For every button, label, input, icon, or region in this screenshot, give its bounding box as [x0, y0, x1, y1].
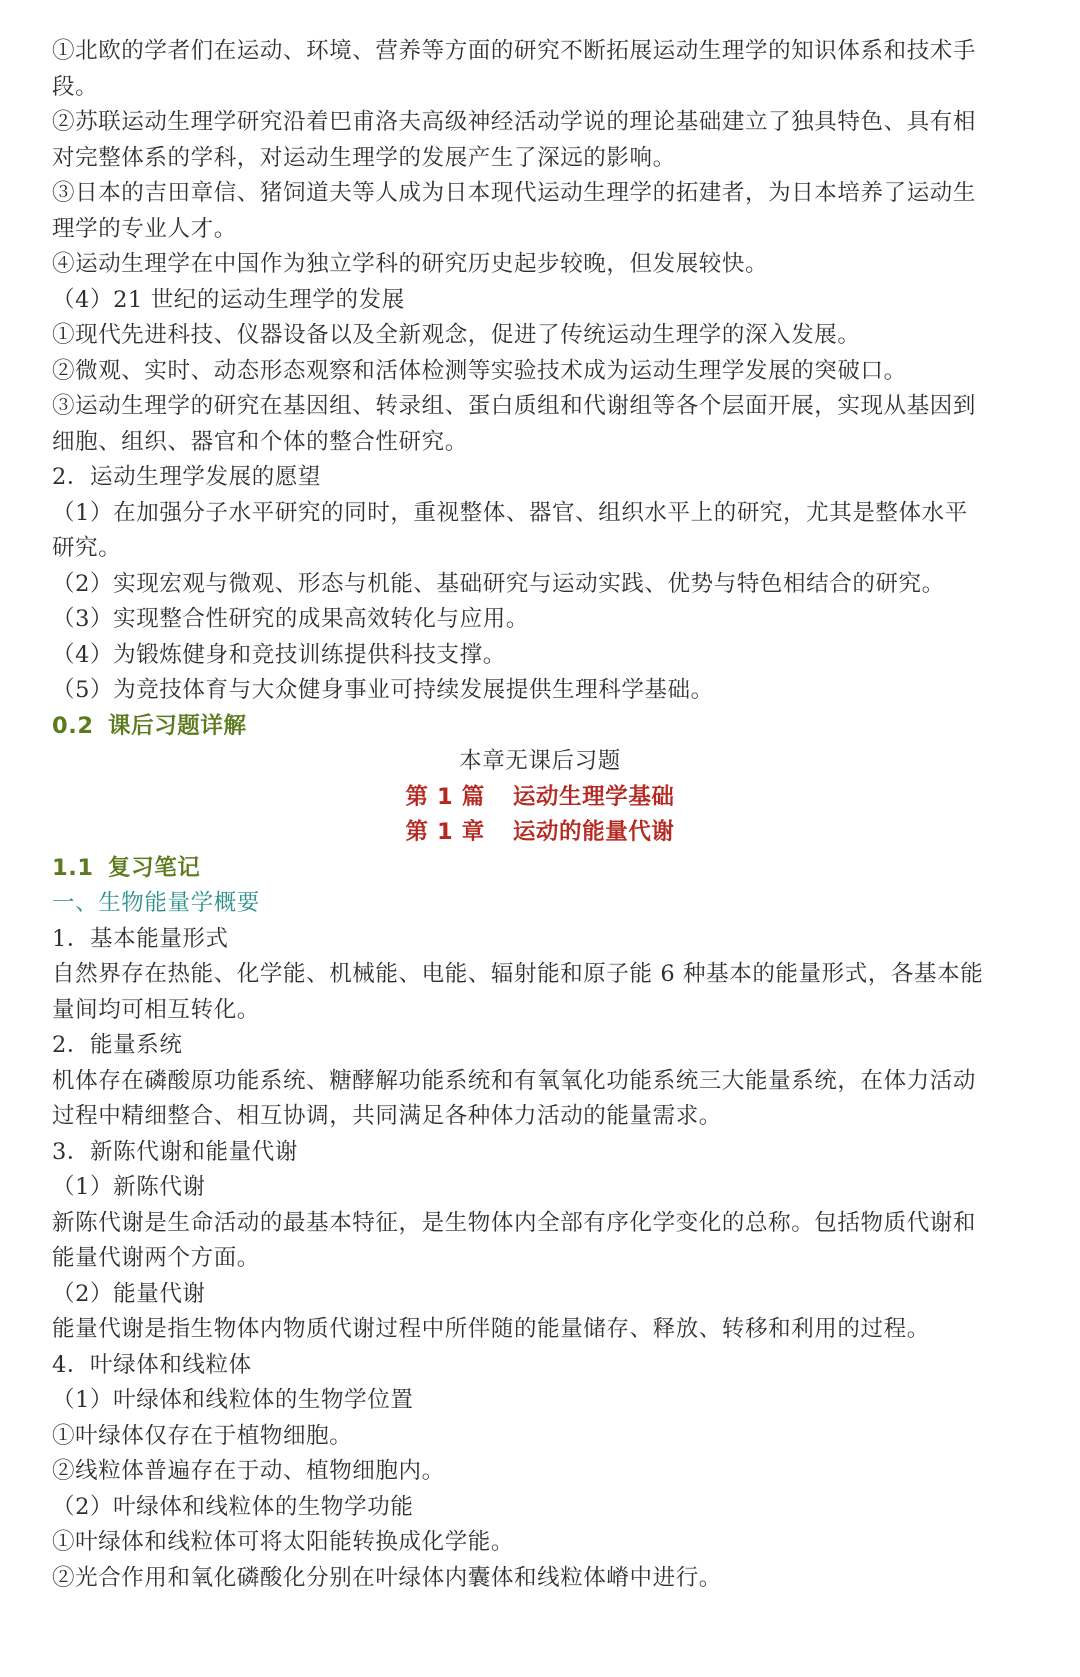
chapter-number: 第 1 章: [405, 819, 485, 845]
chapter-heading: [52, 780, 1028, 816]
text-line: 能量代谢两个方面。: [52, 1245, 260, 1271]
centered-note: 本章无课后习题: [459, 748, 621, 774]
text-line: ①叶绿体和线粒体可将太阳能转换成化学能。: [52, 1529, 515, 1555]
text-line: （1）叶绿体和线粒体的生物学位置: [52, 1387, 414, 1413]
section-heading: [52, 709, 1028, 745]
text-line: ③日本的吉田章信、猪饲道夫等人成为日本现代运动生理学的拓建者，为日本培养了运动生: [52, 180, 977, 206]
text-line: ④运动生理学在中国作为独立学科的研究历史起步较晚，但发展较快。: [52, 251, 769, 277]
text-line: 3．新陈代谢和能量代谢: [52, 1138, 298, 1165]
text-line: 能量代谢是指生物体内物质代谢过程中所伴随的能量储存、释放、转移和利用的过程。: [52, 1316, 930, 1342]
text-line: （1）在加强分子水平研究的同时，重视整体、器官、组织水平上的研究，尤其是整体水平: [52, 499, 968, 526]
text-line: 过程中精细整合、相互协调，共同满足各种体力活动的能量需求。: [52, 1103, 722, 1129]
category-heading: 一、生物能量学概要: [52, 890, 260, 916]
text-line: （2）实现宏观与微观、形态与机能、基础研究与运动实践、优势与特色相结合的研究。: [52, 570, 945, 597]
text-line: 研究。: [52, 535, 122, 561]
text-line: 2．运动生理学发展的愿望: [52, 464, 322, 490]
text-line: 2．能量系统: [52, 1032, 183, 1058]
text-line: 4．叶绿体和线粒体: [52, 1351, 252, 1378]
text-line: 对完整体系的学科，对运动生理学的发展产生了深远的影响。: [52, 144, 676, 171]
text-line: 量间均可相互转化。: [52, 996, 260, 1023]
text-line: （4）21 世纪的运动生理学的发展: [52, 286, 405, 313]
text-line: （3）实现整合性研究的成果高效转化与应用。: [52, 606, 529, 632]
text-line: 新陈代谢是生命活动的最基本特征，是生物体内全部有序化学变化的总称。包括物质代谢和: [52, 1209, 977, 1236]
document-page: [52, 34, 1028, 1596]
text-line: （1）新陈代谢: [52, 1174, 206, 1200]
chapter-heading: [52, 815, 1028, 851]
text-line: 段。: [52, 73, 99, 100]
text-line: 机体存在磷酸原功能系统、糖酵解功能系统和有氧氧化功能系统三大能量系统，在体力活动: [52, 1067, 977, 1094]
text-line: ①现代先进科技、仪器设备以及全新观念，促进了传统运动生理学的深入发展。: [52, 322, 861, 348]
section-number: 1.1: [52, 854, 94, 881]
text-line: （4）为锻炼健身和竞技训练提供科技支撑。: [52, 641, 506, 668]
chapter-title: 运动的能量代谢: [512, 819, 675, 845]
text-line: ①北欧的学者们在运动、环境、营养等方面的研究不断拓展运动生理学的知识体系和技术手: [52, 38, 977, 64]
text-line: ①叶绿体仅存在于植物细胞。: [52, 1422, 353, 1449]
text-line: 细胞、组织、器官和个体的整合性研究。: [52, 428, 468, 455]
text-line: （2）叶绿体和线粒体的生物学功能: [52, 1493, 414, 1520]
text-line: ②苏联运动生理学研究沿着巴甫洛夫高级神经活动学说的理论基础建立了独具特色、具有相: [52, 109, 977, 135]
section-heading: [52, 851, 1028, 887]
text-line: ③运动生理学的研究在基因组、转录组、蛋白质组和代谢组等各个层面开展，实现从基因到: [52, 393, 977, 419]
text-line: ②线粒体普遍存在于动、植物细胞内。: [52, 1458, 445, 1484]
chapter-number: 第 1 篇: [405, 783, 485, 810]
text-line: 理学的专业人才。: [52, 215, 237, 242]
text-line: 1．基本能量形式: [52, 925, 229, 952]
text-line: （2）能量代谢: [52, 1280, 206, 1307]
section-title: 课后习题详解: [108, 712, 247, 739]
section-title: 复习笔记: [108, 854, 201, 881]
section-number: 0.2: [52, 712, 94, 739]
text-line: （5）为竞技体育与大众健身事业可持续发展提供生理科学基础。: [52, 677, 714, 703]
text-line: ②光合作用和氧化磷酸化分别在叶绿体内囊体和线粒体嵴中进行。: [52, 1564, 722, 1591]
text-line: 自然界存在热能、化学能、机械能、电能、辐射能和原子能 6 种基本的能量形式，各基本能: [52, 961, 984, 987]
chapter-title: 运动生理学基础: [512, 783, 675, 810]
text-line: ②微观、实时、动态形态观察和活体检测等实验技术成为运动生理学发展的突破口。: [52, 357, 907, 384]
